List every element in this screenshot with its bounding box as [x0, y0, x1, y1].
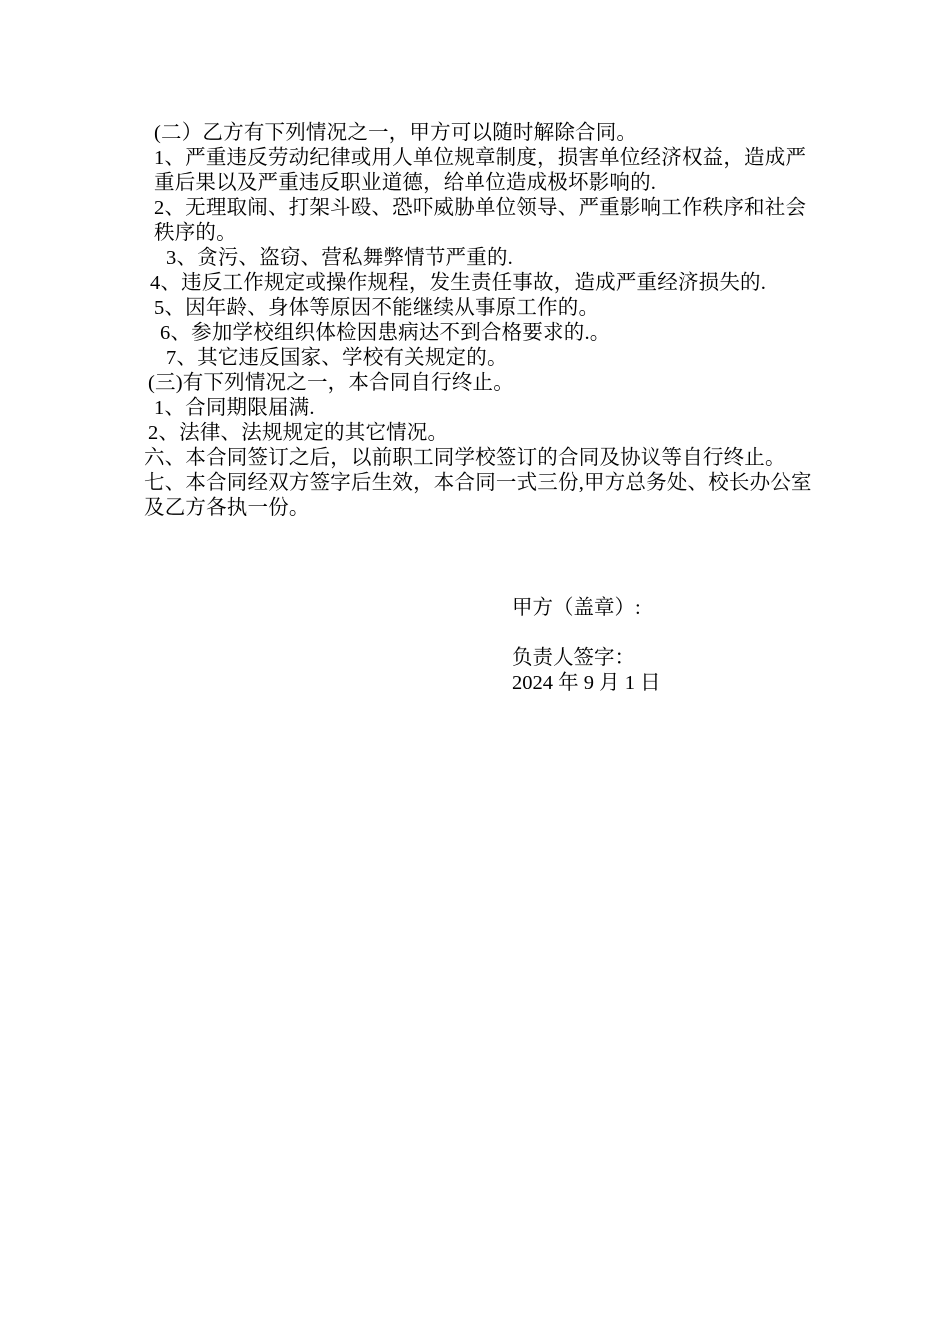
- contract-body: [144, 121, 814, 521]
- spacer: [512, 621, 812, 646]
- paragraph-item-5: 5、因年龄、身体等原因不能继续从事原工作的。: [154, 297, 600, 319]
- responsible-person-signature-label: 负责人签字：: [512, 647, 635, 669]
- paragraph-clause-6: 六、本合同签订之后，以前职工同学校签订的合同及协议等自行终止。: [144, 447, 786, 469]
- signature-block: [512, 596, 812, 696]
- paragraph-end-item-1: 1、合同期限届满.: [154, 397, 315, 419]
- paragraph-item-3: 3、贪污、盗窃、营私舞弊情节严重的.: [166, 247, 513, 269]
- paragraph-item-7: 7、其它违反国家、学校有关规定的。: [166, 347, 508, 369]
- paragraph-item-2: 2、无理取闹、打架斗殴、恐吓威胁单位领导、严重影响工作秩序和社会秩序的。: [154, 197, 807, 244]
- paragraph-auto-end-heading: (三)有下列情况之一，本合同自行终止。: [148, 372, 514, 394]
- paragraph-item-4: 4、违反工作规定或操作规程，发生责任事故，造成严重经济损失的.: [150, 272, 767, 294]
- paragraph-item-1: 1、严重违反劳动纪律或用人单位规章制度，损害单位经济权益，造成严重后果以及严重违反职业道德，给单位造成极坏影响的.: [154, 147, 807, 194]
- paragraph-terminate-heading: (二）乙方有下列情况之一，甲方可以随时解除合同。: [154, 122, 638, 144]
- paragraph-item-6: 6、参加学校组织体检因患病达不到合格要求的.。: [160, 322, 611, 344]
- signing-date: 2024 年 9 月 1 日: [512, 672, 661, 694]
- paragraph-end-item-2: 2、法律、法规规定的其它情况。: [148, 422, 449, 444]
- paragraph-clause-7: 七、本合同经双方签字后生效，本合同一式三份,甲方总务处、校长办公室及乙方各执一份。: [144, 472, 812, 519]
- party-a-seal-label: 甲方（盖章）:: [512, 597, 641, 619]
